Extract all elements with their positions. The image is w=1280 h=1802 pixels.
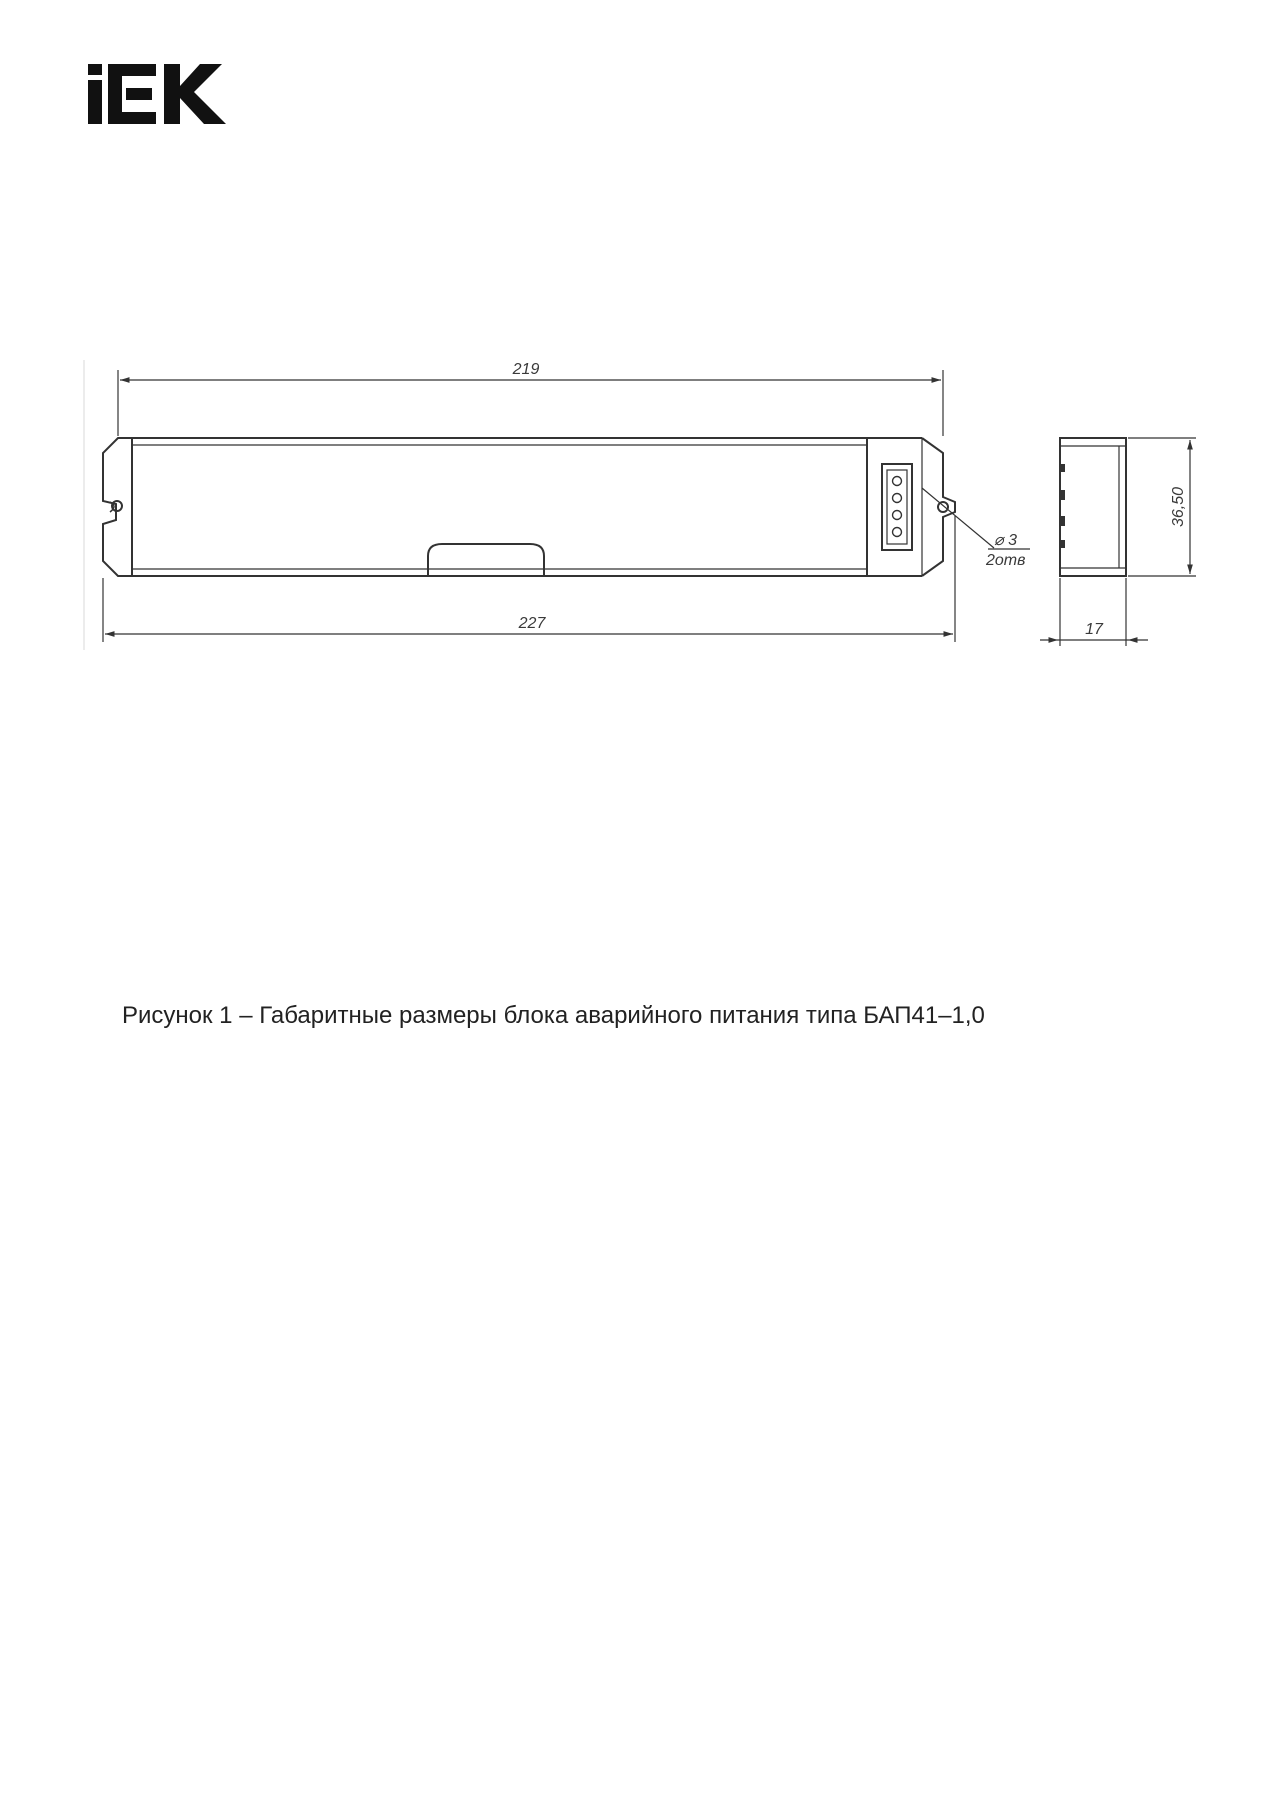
- dimension-top: [118, 370, 943, 436]
- device-front-view: [103, 438, 955, 576]
- dim-bottom-length-label: 227: [518, 615, 546, 632]
- dimension-drawing: [0, 340, 1280, 670]
- iek-logo-mark: [88, 64, 232, 124]
- dim-height-label: 36,50: [1170, 486, 1187, 528]
- dim-width-label: 17: [1085, 621, 1103, 638]
- hole-count-label: 2отв: [986, 552, 1026, 569]
- hole-diameter-label: ⌀ 3: [994, 532, 1017, 549]
- device-side-view: [1060, 438, 1126, 576]
- dim-top-length-label: 219: [512, 361, 540, 378]
- iek-logo: [88, 64, 232, 124]
- figure-caption: Рисунок 1 – Габаритные размеры блока аварийного питания типа БАП41–1,0: [122, 1002, 985, 1029]
